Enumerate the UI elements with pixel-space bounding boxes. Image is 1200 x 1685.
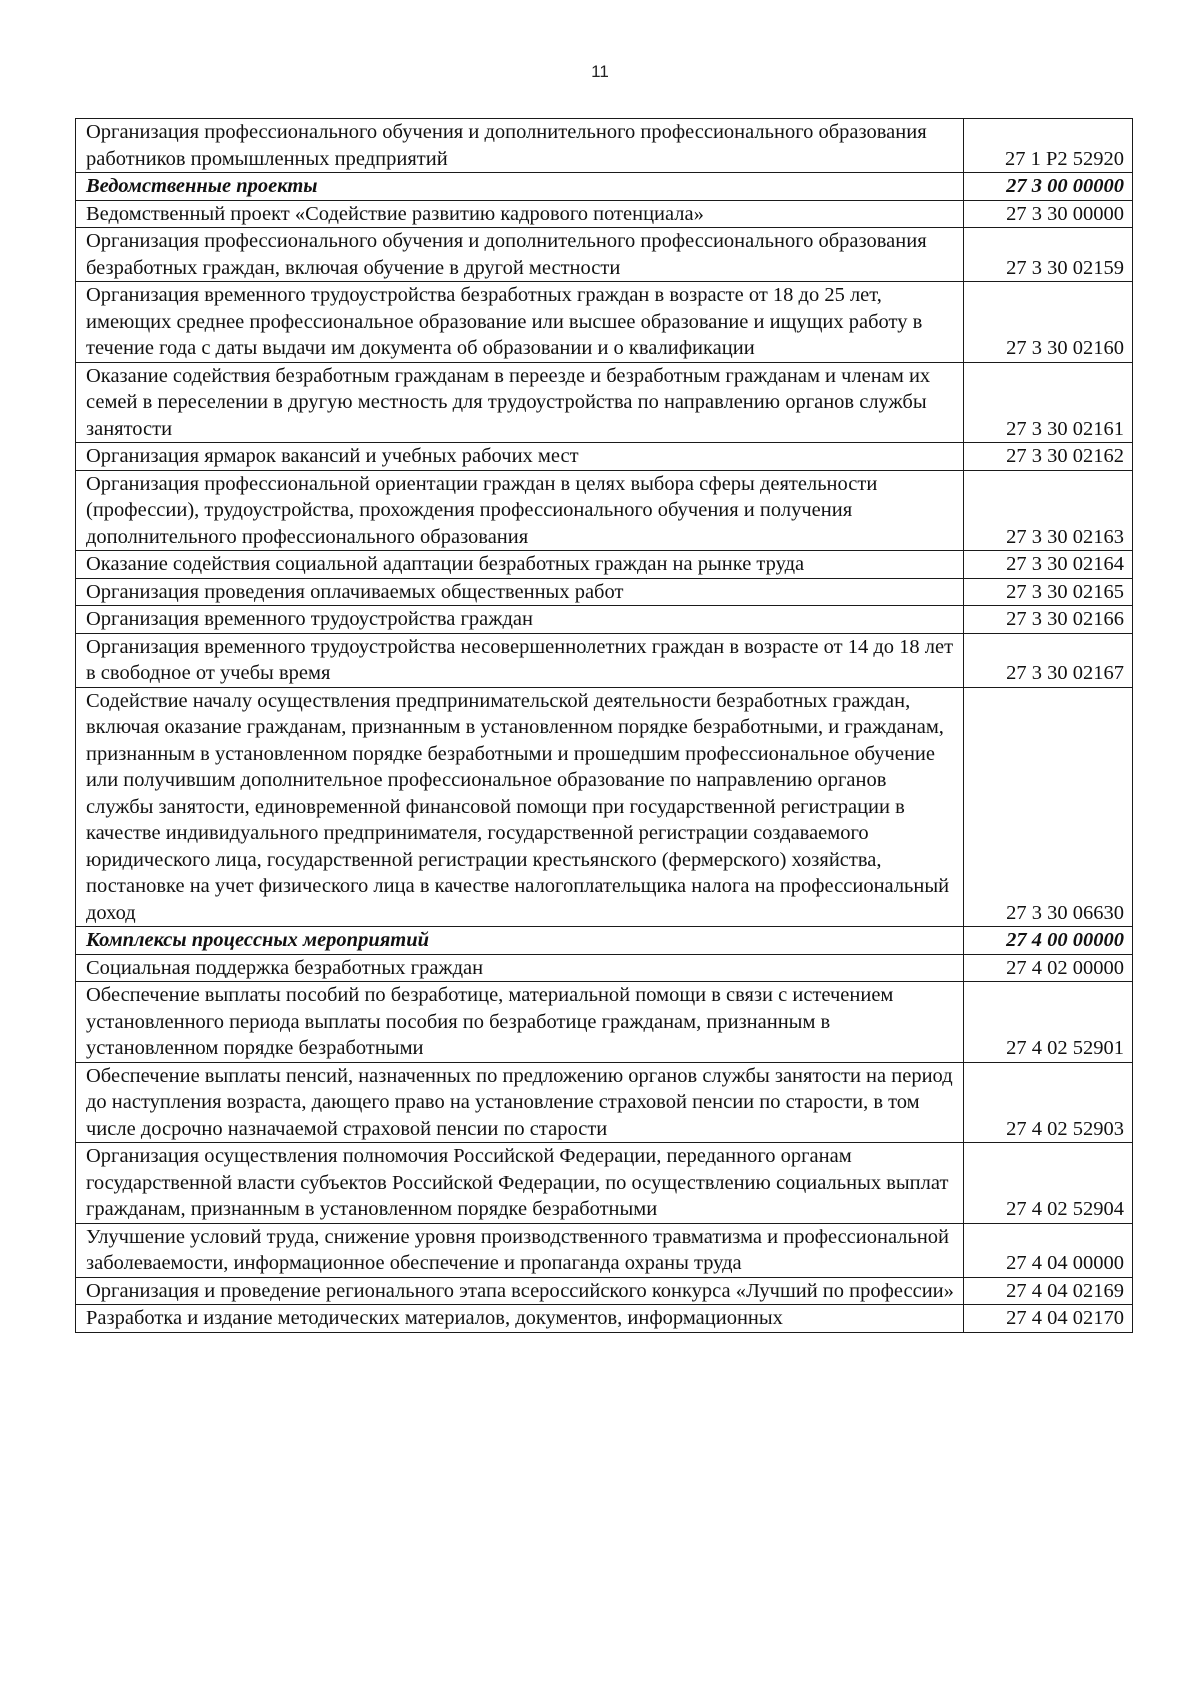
program-code: 27 3 30 06630: [964, 687, 1133, 927]
program-code: 27 3 30 02167: [964, 633, 1133, 687]
table-row: [76, 687, 1133, 927]
program-name: Организация ярмарок вакансий и учебных рабочих мест: [76, 443, 964, 471]
program-code: 27 3 30 00000: [964, 200, 1133, 228]
table-row: [76, 443, 1133, 471]
program-code: 27 3 30 02165: [964, 578, 1133, 606]
program-code: 27 4 02 52904: [964, 1143, 1133, 1224]
program-code: 27 3 30 02159: [964, 228, 1133, 282]
program-name: Организация профессионального обучения и дополнительного профессионального образования работников промышленных предприятий: [76, 119, 964, 173]
table-row: [76, 954, 1133, 982]
program-name: Оказание содействия социальной адаптации безработных граждан на рынке труда: [76, 551, 964, 579]
section-title: Ведомственные проекты: [76, 173, 964, 201]
table-row: [76, 1305, 1133, 1333]
table-row: [76, 1223, 1133, 1277]
program-code: 27 3 30 02163: [964, 470, 1133, 551]
program-code: 27 4 04 00000: [964, 1223, 1133, 1277]
program-code: 27 4 02 52903: [964, 1062, 1133, 1143]
program-name: Организация осуществления полномочия Российской Федерации, переданного органам государственной власти субъектов Российской Федерации, по осуществлению социальных выплат гражданам, признанным в установленном порядке безработными: [76, 1143, 964, 1224]
program-code: 27 4 04 02170: [964, 1305, 1133, 1333]
program-name: Организация профессионального обучения и дополнительного профессионального образования безработных граждан, включая обучение в другой местности: [76, 228, 964, 282]
table-row: [76, 119, 1133, 173]
program-code: 27 3 30 02161: [964, 362, 1133, 443]
program-name: Обеспечение выплаты пособий по безработице, материальной помощи в связи с истечением установленного периода выплаты пособия по безработице гражданам, признанным в установленном порядке безработными: [76, 982, 964, 1063]
program-name: Организация и проведение регионального этапа всероссийского конкурса «Лучший по профессии»: [76, 1277, 964, 1305]
section-title: Комплексы процессных мероприятий: [76, 927, 964, 955]
program-name: Разработка и издание методических материалов, документов, информационных: [76, 1305, 964, 1333]
program-name: Организация проведения оплачиваемых общественных работ: [76, 578, 964, 606]
table-row: [76, 982, 1133, 1063]
table-row: [76, 1062, 1133, 1143]
section-code: 27 4 00 00000: [964, 927, 1133, 955]
table-row: [76, 633, 1133, 687]
program-name: Улучшение условий труда, снижение уровня производственного травматизма и профессиональной заболеваемости, информационное обеспечение и пропаганда охраны труда: [76, 1223, 964, 1277]
budget-classification-table: [75, 118, 1133, 1333]
program-name: Организация временного трудоустройства несовершеннолетних граждан в возрасте от 14 до 18 лет в свободное от учебы время: [76, 633, 964, 687]
program-name: Социальная поддержка безработных граждан: [76, 954, 964, 982]
program-name: Организация временного трудоустройства граждан: [76, 606, 964, 634]
program-name: Организация временного трудоустройства безработных граждан в возрасте от 18 до 25 лет, имеющих среднее профессиональное образование или высшее образование и ищущих работу в течение года с даты выдачи им документа об образовании и о квалификации: [76, 282, 964, 363]
program-name: Обеспечение выплаты пенсий, назначенных по предложению органов службы занятости на период до наступления возраста, дающего право на установление страховой пенсии по старости, в том числе досрочно назначаемой страховой пенсии по старости: [76, 1062, 964, 1143]
table-row: [76, 1143, 1133, 1224]
table-row: [76, 551, 1133, 579]
page-number: 11: [591, 62, 609, 81]
table-row: [76, 362, 1133, 443]
table-row: [76, 200, 1133, 228]
table-row: [76, 228, 1133, 282]
table-row: [76, 470, 1133, 551]
program-name: Содействие началу осуществления предпринимательской деятельности безработных граждан, включая оказание гражданам, признанным в установленном порядке безработными, и гражданам, признанным в установленном порядке безработными и прошедшим профессиональное обучение или получившим дополнительное профессиональное образование по направлению органов службы занятости, единовременной финансовой помощи при государственной регистрации в качестве индивидуального предпринимателя, государственной регистрации создаваемого юридического лица, государственной регистрации крестьянского (фермерского) хозяйства, постановке на учет физического лица в качестве налогоплательщика налога на профессиональный доход: [76, 687, 964, 927]
program-code: 27 3 30 02166: [964, 606, 1133, 634]
table-row: [76, 1277, 1133, 1305]
table-row: [76, 578, 1133, 606]
program-name: Организация профессиональной ориентации граждан в целях выбора сферы деятельности (профессии), трудоустройства, прохождения профессионального обучения и получения дополнительного профессионального образования: [76, 470, 964, 551]
program-code: 27 4 02 52901: [964, 982, 1133, 1063]
program-name: Оказание содействия безработным гражданам в переезде и безработным гражданам и членам их семей в переселении в другую местность для трудоустройства по направлению органов службы занятости: [76, 362, 964, 443]
program-code: 27 4 04 02169: [964, 1277, 1133, 1305]
table-row: [76, 282, 1133, 363]
section-row: [76, 173, 1133, 201]
section-row: [76, 927, 1133, 955]
program-code: 27 1 Р2 52920: [964, 119, 1133, 173]
program-code: 27 3 30 02160: [964, 282, 1133, 363]
section-code: 27 3 00 00000: [964, 173, 1133, 201]
table-row: [76, 606, 1133, 634]
program-code: 27 3 30 02162: [964, 443, 1133, 471]
program-code: 27 4 02 00000: [964, 954, 1133, 982]
program-name: Ведомственный проект «Содействие развитию кадрового потенциала»: [76, 200, 964, 228]
program-code: 27 3 30 02164: [964, 551, 1133, 579]
table-body: [76, 119, 1133, 1333]
